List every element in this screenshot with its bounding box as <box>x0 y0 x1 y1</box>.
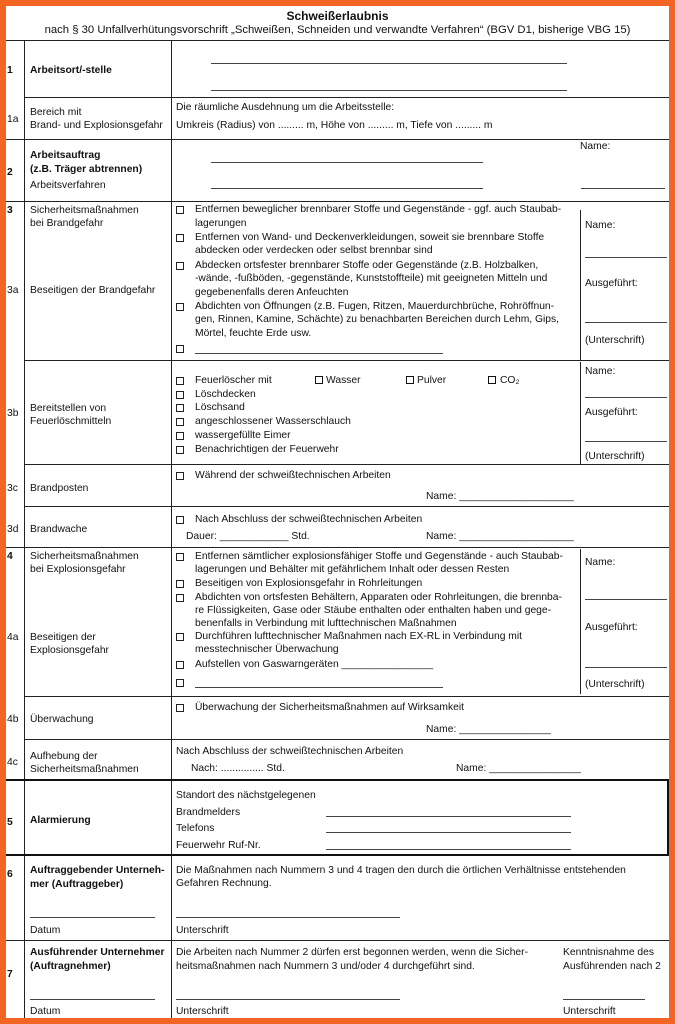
alarm-item: Feuerwehr Ruf-Nr. <box>176 840 261 851</box>
section-number: 3 <box>7 205 13 216</box>
name-field[interactable]: Name: ________________ <box>426 724 551 735</box>
alarm-heading: Standort des nächstgelegenen <box>176 790 316 801</box>
section-label: Bereich mit <box>30 107 82 118</box>
date-label: Datum <box>30 925 61 936</box>
section-label: Sicherheitsmaßnahmen <box>30 551 139 562</box>
measure-text: Aufstellen von Gaswarngeräten ________________ <box>195 659 434 670</box>
checkbox[interactable] <box>176 262 184 270</box>
measure-text: Abdichten von ortsfesten Behältern, Apparaten oder Rohrleitungen, die brennba- <box>195 592 562 603</box>
form-title: Schweißerlaubnis <box>286 9 389 23</box>
measure-text: lagerungen <box>195 218 247 229</box>
measure-text: Durchführen lufttechnischer Maßnahmen nach EX-RL in Verbindung mit <box>195 631 523 642</box>
measure-text: lagerungen und Behälter mit gefährlichem Inhalt oder dessen Resten <box>195 564 510 575</box>
checkbox[interactable] <box>176 516 184 524</box>
section-number: 5 <box>7 817 13 828</box>
checkbox[interactable] <box>176 234 184 242</box>
column-rule <box>667 779 669 855</box>
section-number: 4a <box>7 632 19 643</box>
section-label: Brandwache <box>30 524 88 535</box>
section-number: 4c <box>7 757 18 768</box>
custom-measure-line[interactable] <box>195 687 443 688</box>
checkbox[interactable] <box>176 679 184 687</box>
acknowledgement-signature-line[interactable] <box>563 999 645 1000</box>
measure-text: Entfernen von Wand- und Deckenverkleidungen, soweit sie brennbare Stoffe <box>195 232 545 243</box>
work-location-line-1[interactable] <box>211 63 567 64</box>
measure-text: Nach Abschluss der schweißtechnischen Arbeiten <box>195 514 423 525</box>
section-label: Arbeitsauftrag <box>30 150 101 161</box>
section-label: Brandposten <box>30 483 89 494</box>
rule <box>24 696 669 697</box>
measure-text: abdecken oder verdecken oder selbst brennbar sind <box>195 245 433 256</box>
section-label: Beseitigen der <box>30 632 96 643</box>
measure-text: re Flüssigkeiten, Gase oder Stäube enthalten oder enthalten haben und gege- <box>195 605 552 616</box>
measure-text: -wände, -fußböden, -gegenstände, Kunststoffteile) mit geeigneten Mitteln und <box>195 273 548 284</box>
name-line[interactable] <box>585 397 667 398</box>
acknowledgement-label: Kenntnisnahme des <box>563 947 655 958</box>
name-line[interactable] <box>585 257 667 258</box>
signature-label: (Unterschrift) <box>585 451 645 462</box>
checkbox[interactable] <box>176 377 184 385</box>
name-label: Name: <box>580 141 611 152</box>
contractor-statement: Die Arbeiten nach Nummer 2 dürfen erst begonnen werden, wenn die Sicher- <box>176 947 529 958</box>
signature-label: Unterschrift <box>176 925 229 936</box>
section-number: 4 <box>7 551 13 562</box>
date-line[interactable] <box>30 999 155 1000</box>
measure-text: angeschlossener Wasserschlauch <box>195 416 351 427</box>
signature-line[interactable] <box>585 441 667 442</box>
section-label: Bereitstellen von <box>30 403 107 414</box>
section-label: Arbeitsverfahren <box>30 180 106 191</box>
measure-text: Entfernen sämtlicher explosionsfähiger Stoffe und Gegenstände - auch Staubab- <box>195 551 563 562</box>
client-statement: Die Maßnahmen nach Nummern 3 und 4 tragen den durch die örtlichen Verhältnisse entstehenden <box>176 865 626 876</box>
measure-text: Abdecken ortsfester brennbarer Stoffe oder Gegenstände (z.B. Holzbalken, <box>195 260 539 271</box>
name-label: Name: <box>585 557 616 568</box>
checkbox[interactable] <box>176 446 184 454</box>
checkbox[interactable] <box>176 633 184 641</box>
signature-line[interactable] <box>585 322 667 323</box>
name-field[interactable]: Name: ____________________ <box>426 531 574 542</box>
rule <box>6 547 669 548</box>
rule <box>6 201 669 202</box>
rule <box>24 97 669 98</box>
checkbox[interactable] <box>176 594 184 602</box>
name-field[interactable]: Name: ________________ <box>456 763 581 774</box>
rule <box>6 940 669 941</box>
checkbox[interactable] <box>176 303 184 311</box>
column-rule <box>24 40 25 1018</box>
measure-text: Benachrichtigen der Feuerwehr <box>195 444 339 455</box>
rule <box>24 739 669 740</box>
form-subtitle: nach § 30 Unfallverhütungsvorschrift „Schweißen, Schneiden und verwandte Verfahren“ (BGV D1, bisherige VBG 15) <box>44 24 631 36</box>
rule <box>6 779 669 781</box>
measure-text: Entfernen beweglicher brennbarer Stoffe und Gegenstände - ggf. auch Staubab- <box>195 204 562 215</box>
measure-text: messtechnischer Überwachung <box>195 644 339 655</box>
section-label: mer (Auftraggeber) <box>30 879 124 890</box>
section-label: Alarmierung <box>30 815 91 826</box>
name-line[interactable] <box>585 599 667 600</box>
name-line[interactable] <box>581 188 665 189</box>
permit-form <box>6 6 669 1018</box>
fire-brigade-number-line[interactable] <box>326 849 571 850</box>
section-number: 3b <box>7 408 19 419</box>
column-rule <box>580 549 581 694</box>
name-label: Name: <box>585 220 616 231</box>
signature-line[interactable] <box>176 999 400 1000</box>
checkbox[interactable] <box>176 345 184 353</box>
section-label: Beseitigen der Brandgefahr <box>30 285 156 296</box>
signature-label: (Unterschrift) <box>585 335 645 346</box>
measure-text: Während der schweißtechnischen Arbeiten <box>195 470 391 481</box>
column-rule <box>171 40 172 1018</box>
section-number: 6 <box>7 869 13 880</box>
section-label: Arbeitsort/-stelle <box>30 65 112 76</box>
checkbox[interactable] <box>176 418 184 426</box>
rule <box>6 139 669 140</box>
rule <box>24 464 669 465</box>
signature-label: (Unterschrift) <box>585 679 645 690</box>
section-label: (z.B. Träger abtrennen) <box>30 164 143 175</box>
custom-measure-line[interactable] <box>195 353 443 354</box>
alarm-item: Brandmelders <box>176 807 241 818</box>
checkbox[interactable] <box>176 432 184 440</box>
checkbox[interactable] <box>176 391 184 399</box>
column-rule <box>580 210 581 360</box>
measure-text: gegebenenfalls deren Anfeuchten <box>195 287 349 298</box>
section-number: 1 <box>7 65 13 76</box>
alarm-item: Telefons <box>176 823 215 834</box>
powder-checkbox[interactable] <box>406 376 414 384</box>
section-label: Überwachung <box>30 714 94 725</box>
signature-label: Unterschrift <box>563 1006 616 1017</box>
section-label: Feuerlöschmitteln <box>30 416 112 427</box>
checkbox[interactable] <box>176 472 184 480</box>
measure-text: Überwachung der Sicherheitsmaßnahmen auf Wirksamkeit <box>195 702 464 713</box>
section-number: 3a <box>7 285 19 296</box>
section-label: Sicherheitsmaßnahmen <box>30 764 139 775</box>
column-rule <box>580 362 581 464</box>
measure-text: wassergefüllte Eimer <box>195 430 291 441</box>
executed-label: Ausgeführt: <box>585 407 638 418</box>
telephone-line[interactable] <box>326 832 571 833</box>
section-label: Auftraggebender Unterneh- <box>30 865 165 876</box>
duration-field[interactable]: Dauer: ____________ Std. <box>186 531 310 542</box>
section-label: (Auftragnehmer) <box>30 961 111 972</box>
rule <box>6 854 669 856</box>
date-label: Datum <box>30 1006 61 1017</box>
area-dimensions: Umkreis (Radius) von ......... m, Höhe von ......... m, Tiefe von ......... m <box>176 120 493 131</box>
measure-text: Abdichten von Öffnungen (z.B. Fugen, Ritzen, Mauerdurchbrüche, Rohröffnun- <box>195 301 555 312</box>
acknowledgement-label: Ausführenden nach 2 <box>563 961 661 972</box>
section-label: Aufhebung der <box>30 751 98 762</box>
fire-alarm-line[interactable] <box>326 816 571 817</box>
section-label: Ausführender Unternehmer <box>30 947 165 958</box>
name-field[interactable]: Name: ____________________ <box>426 491 574 502</box>
section-label: Sicherheitsmaßnahmen <box>30 205 139 216</box>
contractor-statement: heitsmaßnahmen nach Nummern 3 und/oder 4 durchgeführt sind. <box>176 961 475 972</box>
signature-line[interactable] <box>176 917 400 918</box>
area-description: Die räumliche Ausdehnung um die Arbeitsstelle: <box>176 102 395 113</box>
rule <box>6 40 669 41</box>
work-procedure-line[interactable] <box>211 188 483 189</box>
option-label: Pulver <box>417 375 447 386</box>
date-line[interactable] <box>30 917 155 918</box>
measure-text: gen, Rinnen, Kamine, Schächte) zu benachbarten Bereichen durch Lehm, Gips, <box>195 314 560 325</box>
name-label: Name: <box>585 366 616 377</box>
section-number: 4b <box>7 714 19 725</box>
section-number: 7 <box>7 969 13 980</box>
co2-checkbox[interactable] <box>488 376 496 384</box>
section-label: Explosionsgefahr <box>30 645 109 656</box>
section-number: 3d <box>7 524 19 535</box>
work-location-line-2[interactable] <box>211 90 567 91</box>
measure-text: Löschdecken <box>195 389 256 400</box>
section-number: 1a <box>7 114 19 125</box>
after-hours-field[interactable]: Nach: ............... Std. <box>191 763 285 774</box>
checkbox[interactable] <box>176 206 184 214</box>
client-statement: Gefahren Rechnung. <box>176 878 272 889</box>
section-number: 3c <box>7 483 18 494</box>
lifting-text: Nach Abschluss der schweißtechnischen Arbeiten <box>176 746 404 757</box>
measure-text: Mörtel, feuchte Erde usw. <box>195 328 312 339</box>
section-label: bei Explosionsgefahr <box>30 564 126 575</box>
measure-text: benenfalls in Verbindung mit lufttechnischen Maßnahmen <box>195 618 457 629</box>
checkbox[interactable] <box>176 553 184 561</box>
checkbox[interactable] <box>176 704 184 712</box>
option-label: Wasser <box>326 375 361 386</box>
measure-text: Löschsand <box>195 402 245 413</box>
option-label: CO₂ <box>500 375 520 386</box>
checkbox[interactable] <box>176 580 184 588</box>
checkbox[interactable] <box>176 404 184 412</box>
signature-line[interactable] <box>585 667 667 668</box>
executed-label: Ausgeführt: <box>585 622 638 633</box>
rule <box>24 506 669 507</box>
executed-label: Ausgeführt: <box>585 278 638 289</box>
measure-text: Beseitigen von Explosionsgefahr in Rohrleitungen <box>195 578 423 589</box>
rule <box>24 360 669 361</box>
section-label: bei Brandgefahr <box>30 218 104 229</box>
section-label: Brand- und Explosionsgefahr <box>30 120 163 131</box>
water-checkbox[interactable] <box>315 376 323 384</box>
section-number: 2 <box>7 167 13 178</box>
measure-text: Feuerlöscher mit <box>195 375 272 386</box>
checkbox[interactable] <box>176 661 184 669</box>
work-order-line[interactable] <box>211 162 483 163</box>
signature-label: Unterschrift <box>176 1006 229 1017</box>
